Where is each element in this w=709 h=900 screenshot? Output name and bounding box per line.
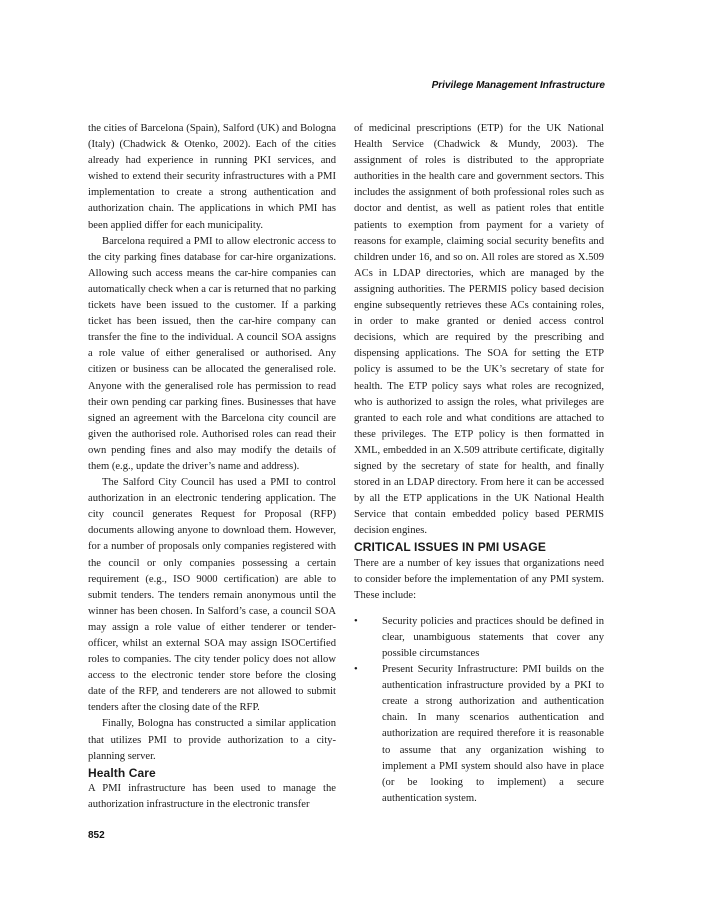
paragraph: A PMI infrastructure has been used to manage the authorization infrastructure in the electronic transfer — [88, 782, 336, 810]
paragraph: Finally, Bologna has constructed a similar application that utilizes PMI to provide authorization to a city-planning server. — [88, 718, 336, 762]
paragraph: There are a number of key issues that organizations need to consider before the implementation of any PMI system. These include: — [354, 557, 604, 601]
bullet-icon: • — [354, 664, 358, 676]
list-item — [354, 662, 604, 807]
paragraph: of medicinal prescriptions (ETP) for the UK National Health Service (Chadwick & Mundy, 2003). The assignment of roles is distributed to the appropriate authorities in the health care and government sectors. This includes the assignment of both professional roles such as doctor and dentist, as well as patient roles that entitle patients to exemption from payment for a variety of reasons for example, claiming social security benefits and children under 16, and so on. All roles are stored as X.509 ACs in LDAP directories, which are managed by the assigning authorities. The PERMIS policy based decision engine subsequently retrieves these ACs containing roles, in order to make granted or denied access control decisions, which are required by the prescribing and dispensing applications. The SOA for setting the ETP policy is assumed to be the UK’s secretary of state for health. The ETP policy says what roles are recognized, who is authorized to assign the roles, what privileges are granted to each role and what conditions are attached to these privileges. The ETP policy is then formatted in XML, embedded in an X.509 attribute certificate, digitally signed by the secretary of state for health, and finally stored in an LDAP directory. From here it can be accessed by all the ETP applications in the UK National Health Service that contain embedded policy based PERMIS decision engines. — [354, 123, 604, 537]
right-column — [354, 121, 604, 807]
section-heading-critical-issues: CRITICAL ISSUES IN PMI USAGE — [354, 540, 546, 555]
bullet-list — [354, 614, 604, 807]
section-heading-health-care: Health Care — [88, 765, 156, 780]
paragraph: Barcelona required a PMI to allow electronic access to the city parking fines database for car-hire organizations. Allowing such access means the car-hire companies can automatically check when a car is returned that no parking tickets have been issued to the customer. If a parking ticket has been issued, then the car-hire company can transfer the fine to the individual. A council SOA assigns a role value of either generalised or authorised. Any citizen or business can be allocated the generalised role. Anyone with the generalised role has permission to read their own pending car parking fines. Businesses that have signed an agreement with the Barcelona city council are given the authorised role. Authorised roles can read their own pending fines and also may modify the details of them (e.g., update the driver’s name and address). — [88, 235, 336, 472]
page-number: 852 — [88, 830, 105, 841]
paragraph: The Salford City Council has used a PMI to control authorization in an electronic tendering application. The city council generates Request for Proposal (RFP) documents allowing anyone to download them. However, for a number of proposals only companies registered with the council or only companies possessing a certain requirement (e.g., ISO 9000 certification) are able to submit tenders. The tenders remain anonymous until the winner has been chosen. In Salford’s case, a council SOA may assign a role value of either tenderer or tender-officer, whilst an external SOA may assign ISOCertified roles to companies. The city tender policy does not allow access to the electronic tender store before the closing date of the RFP, and tenderers are not allowed to submit tenders after the closing date of the RFP. — [88, 477, 336, 714]
list-item-text: Present Security Infrastructure: PMI builds on the authentication infrastructure provided by a PKI to create a strong authorization and authentication chain. In many scenarios authentication and authorization are required therefore it is reasonable to assume that any organization wishing to implement a PMI system should also have in place (or be looking to implement) a secure authentication system. — [382, 664, 604, 804]
bullet-icon: • — [354, 615, 358, 627]
left-column — [88, 121, 336, 813]
running-header: Privilege Management Infrastructure — [431, 80, 605, 91]
list-item — [354, 614, 604, 662]
paragraph: the cities of Barcelona (Spain), Salford (UK) and Bologna (Italy) (Chadwick & Otenko, 2002). Each of the cities already had experience in running PKI services, and wished to extend their security infrastructures with a PMI implementation to create a strong authentication and authorization chain. The applications in which PMI has been applied differ for each municipality. — [88, 123, 336, 231]
list-item-text: Security policies and practices should be defined in clear, unambiguous statements that cover any possible circumstances — [382, 615, 604, 659]
